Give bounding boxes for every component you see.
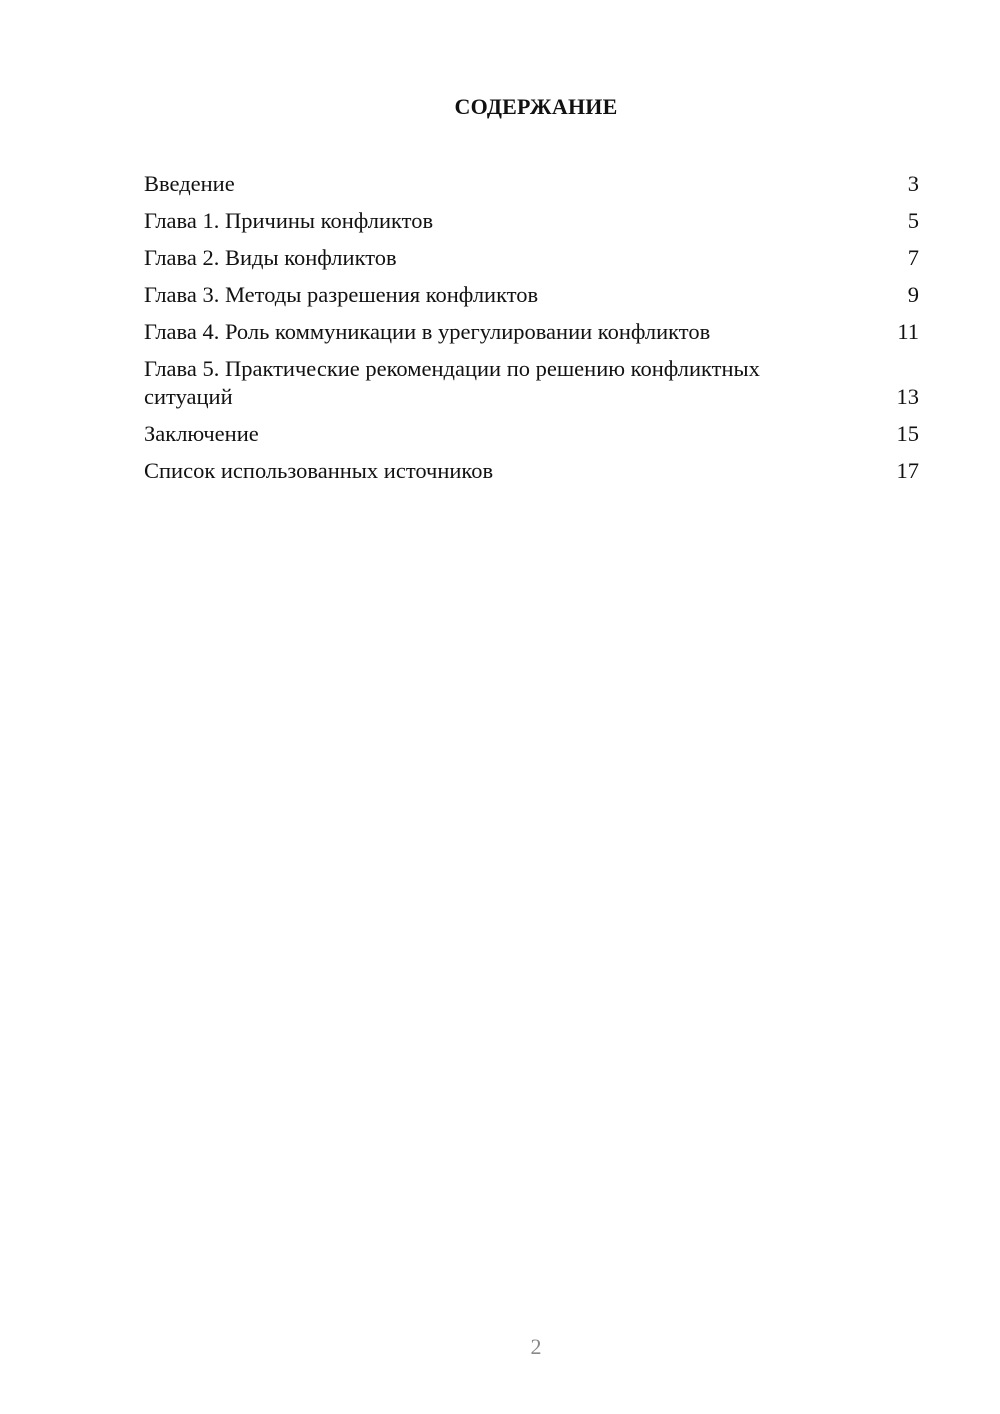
page-number: 2 bbox=[530, 1334, 542, 1359]
toc-entry-label: Введение bbox=[144, 171, 235, 196]
page-title: СОДЕРЖАНИЕ bbox=[454, 94, 618, 119]
toc-entry-label: Глава 4. Роль коммуникации в урегулировании конфликтов bbox=[144, 319, 711, 344]
toc-entry-page: 13 bbox=[896, 384, 919, 409]
toc-entry-label: Глава 3. Методы разрешения конфликтов bbox=[144, 282, 539, 307]
toc-entry-references bbox=[144, 457, 919, 485]
toc-entry-page: 11 bbox=[897, 319, 919, 344]
toc-entry-label: Глава 1. Причины конфликтов bbox=[144, 208, 434, 233]
toc-entry-page: 15 bbox=[896, 421, 919, 446]
toc-entry-introduction bbox=[144, 170, 919, 198]
toc-entry-label: Заключение bbox=[144, 421, 259, 446]
toc-entry-page: 17 bbox=[896, 458, 919, 483]
toc-entry-page: 9 bbox=[907, 282, 919, 307]
toc-entry-page: 5 bbox=[907, 208, 919, 233]
toc-entry-page: 3 bbox=[907, 171, 919, 196]
toc-entry-page: 7 bbox=[907, 245, 919, 270]
toc-entry-label: Глава 5. Практические рекомендации по решению конфликтных ситуаций bbox=[144, 356, 760, 409]
toc-entry-chapter-3 bbox=[144, 281, 919, 309]
toc-entry-label: Глава 2. Виды конфликтов bbox=[144, 245, 397, 270]
table-of-contents bbox=[144, 170, 919, 494]
toc-entry-label: Список использованных источников bbox=[144, 458, 494, 483]
toc-entry-chapter-5 bbox=[144, 355, 919, 411]
toc-entry-chapter-2 bbox=[144, 244, 919, 272]
toc-entry-conclusion bbox=[144, 420, 919, 448]
toc-entry-chapter-4 bbox=[144, 318, 919, 346]
toc-entry-chapter-1 bbox=[144, 207, 919, 235]
